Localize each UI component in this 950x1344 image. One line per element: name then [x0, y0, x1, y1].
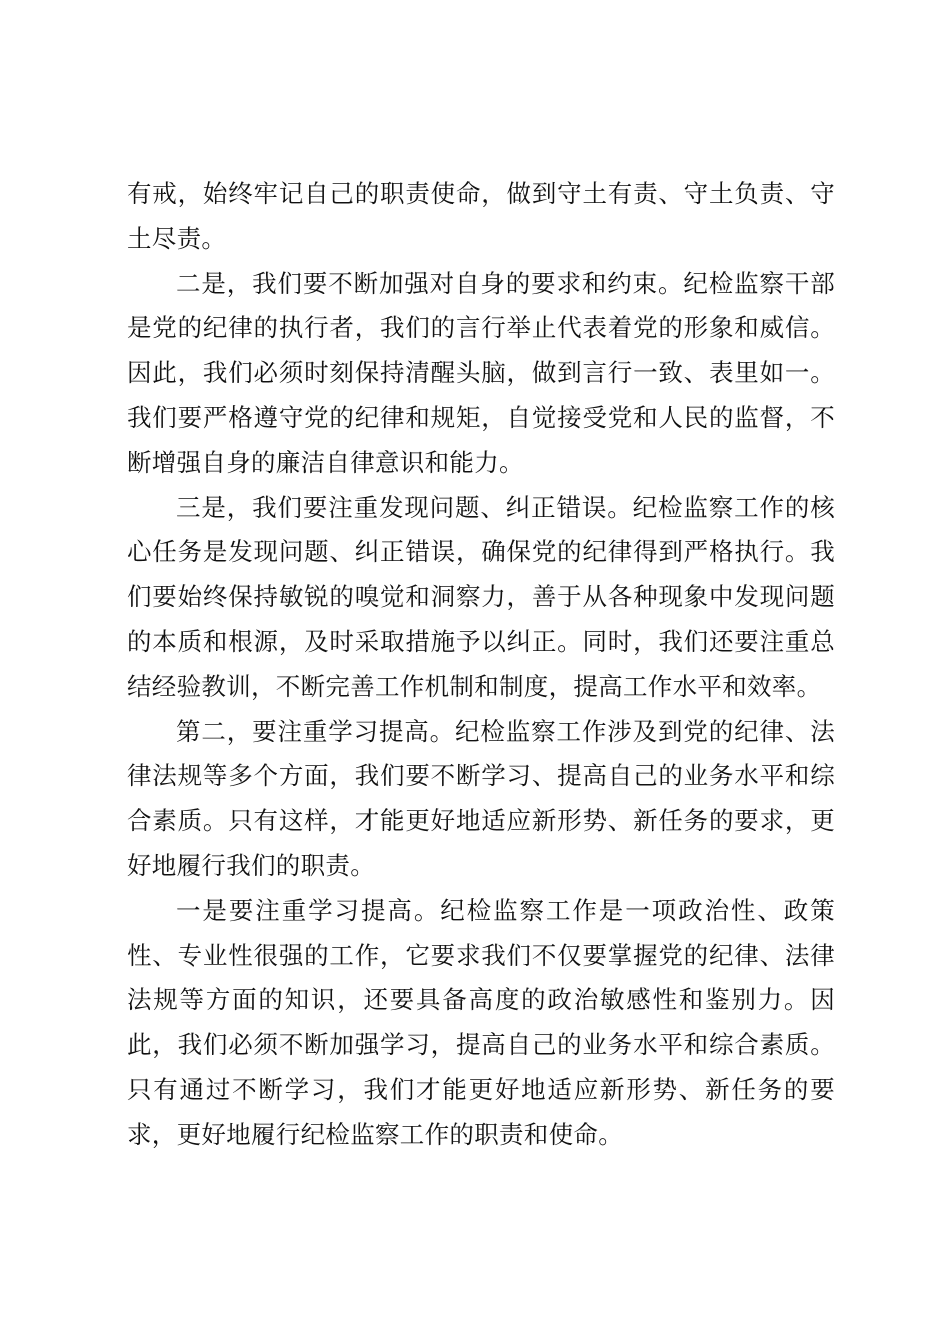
paragraph-self-discipline: 二是，我们要不断加强对自身的要求和约束。纪检监察干部是党的纪律的执行者，我们的言行举止代表着党的形象和威信。因此，我们必须时刻保持清醒头脑，做到言行一致、表里如一。我们要严格遵守党的纪律和规矩，自觉接受党和人民的监督，不断增强自身的廉洁自律意识和能力。 [127, 268, 835, 477]
paragraph-study-improvement: 第二，要注重学习提高。纪检监察工作涉及到党的纪律、法律法规等多个方面，我们要不断学习、提高自己的业务水平和综合素质。只有这样，才能更好地适应新形势、新任务的要求，更好地履行我们的职责。 [127, 716, 835, 880]
paragraph-problem-correction: 三是，我们要注重发现问题、纠正错误。纪检监察工作的核心任务是发现问题、纠正错误，确保党的纪律得到严格执行。我们要始终保持敏锐的嗅觉和洞察力，善于从各种现象中发现问题的本质和根源，及时采取措施予以纠正。同时，我们还要注重总结经验教训，不断完善工作机制和制度，提高工作水平和效率。 [127, 492, 835, 701]
document-body [127, 172, 835, 1158]
paragraph-continued: 有戒，始终牢记自己的职责使命，做到守土有责、守土负责、守土尽责。 [127, 179, 835, 253]
paragraph-study-detail: 一是要注重学习提高。纪检监察工作是一项政治性、政策性、专业性很强的工作，它要求我们不仅要掌握党的纪律、法律法规等方面的知识，还要具备高度的政治敏感性和鉴别力。因此，我们必须不断加强学习，提高自己的业务水平和综合素质。只有通过不断学习，我们才能更好地适应新形势、新任务的要求，更好地履行纪检监察工作的职责和使命。 [127, 895, 835, 1149]
